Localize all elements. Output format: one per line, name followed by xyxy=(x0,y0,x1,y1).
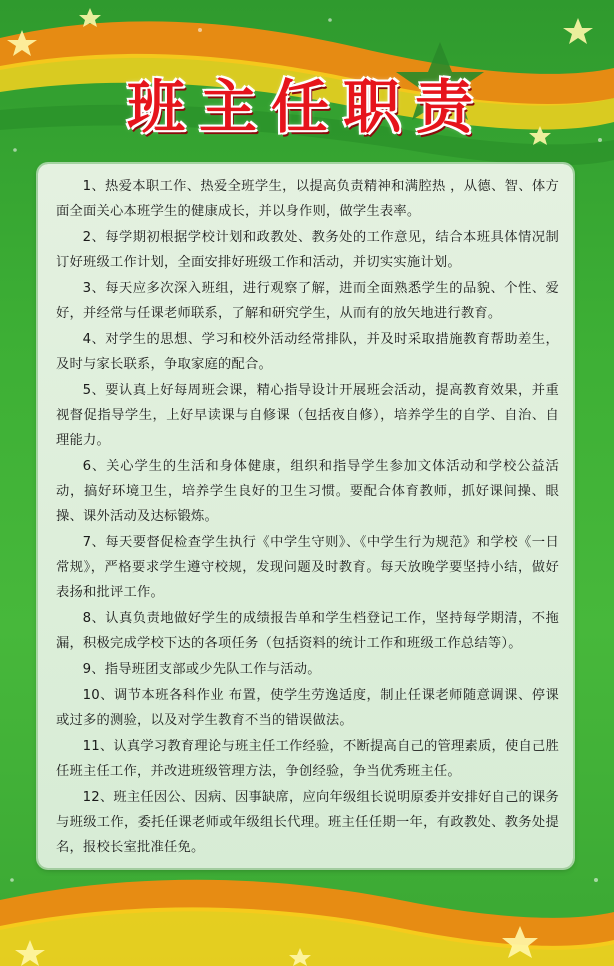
duty-item-5: 5、要认真上好每周班会课，精心指导设计开展班会活动，提高教育效果，并重视督促指导学生，上好早读课与自修课（包括夜自修），培养学生的自学、自治、自理能力。 xyxy=(56,383,559,448)
duty-item-8: 8、认真负责地做好学生的成绩报告单和学生档登记工作，坚持每学期清，不拖漏，积极完成学校下达的各项任务（包括资料的统计工作和班级工作总结等）。 xyxy=(56,611,559,651)
duties-panel xyxy=(38,164,573,868)
duty-item-1: 1、热爱本职工作、热爱全班学生，以提高负责精神和满腔热 ，从德、智、体方面全面关心本班学生的健康成长，并以身作则，做学生表率。 xyxy=(56,179,559,219)
duty-item-4: 4、对学生的思想、学习和校外活动经常排队，并及时采取措施教育帮助差生，及时与家长联系，争取家庭的配合。 xyxy=(56,332,559,372)
duty-item-12: 12、班主任因公、因病、因事缺席，应向年级组长说明原委并安排好自己的课务与班级工作，委托任课老师或年级组长代理。班主任任期一年，有政教处、教务处提名，报校长室批准任免。 xyxy=(56,790,559,855)
page-title: 班主任职责 xyxy=(126,73,487,141)
duty-item-9: 9、指导班团支部或少先队工作与活动。 xyxy=(82,662,321,677)
duty-item-3: 3、每天应多次深入班组，进行观察了解，进而全面熟悉学生的品貌、个性、爱好，并经常与任课老师联系，了解和研究学生，从而有的放矢地进行教育。 xyxy=(56,281,559,321)
duty-item-10: 10、调节本班各科作业 布置，使学生劳逸适度，制止任课老师随意调课、停课或过多的测验，以及对学生教育不当的错误做法。 xyxy=(56,688,559,728)
duty-item-11: 11、认真学习教育理论与班主任工作经验，不断提高自己的管理素质，使自己胜任班主任工作，并改进班级管理方法，争创经验，争当优秀班主任。 xyxy=(56,739,559,779)
duty-item-6: 6、关心学生的生活和身体健康，组织和指导学生参加文体活动和学校公益活动，搞好环境卫生，培养学生良好的卫生习惯。要配合体育教师，抓好课间操、眼操、课外活动及达标锻炼。 xyxy=(56,459,559,524)
duty-item-7: 7、每天要督促检查学生执行《中学生守则》、《中学生行为规范》和学校《一日常规》，严格要求学生遵守校规，发现问题及时教育。每天放晚学要坚持小结，做好表扬和批评工作。 xyxy=(56,535,559,600)
star-decoration xyxy=(563,18,593,44)
duty-item-2: 2、每学期初根据学校计划和政教处、教务处的工作意见，结合本班具体情况制订好班级工作计划，全面安排好班级工作和活动，并切实实施计划。 xyxy=(56,230,559,270)
